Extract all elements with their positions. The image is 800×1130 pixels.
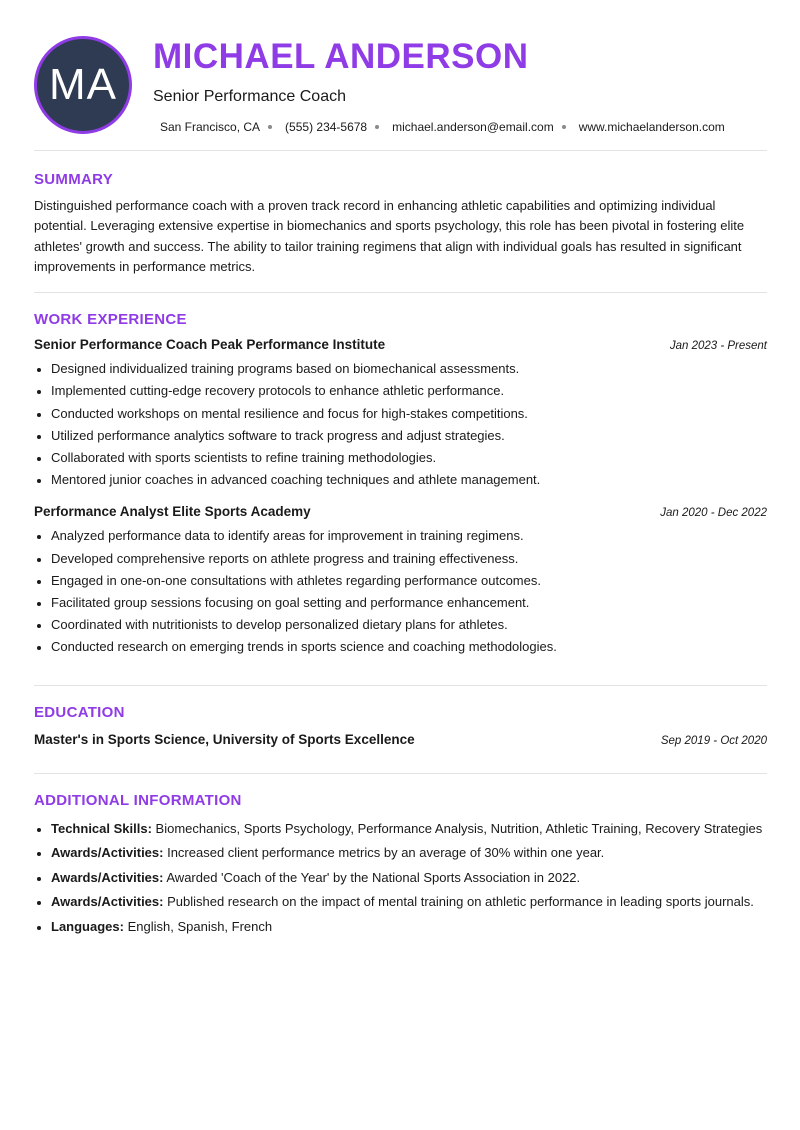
summary-text: Distinguished performance coach with a proven track record in enhancing athletic capabilities and optimizing individual potential. Leveraging extensive expertise in biomechanics and sports psychology, this role has been pivotal in fostering elite athletes' growth and success. The ability to tailor training regimens that align with individual goals has resulted in significant improvements in performance metrics.: [34, 198, 745, 274]
additional-information-section: [34, 774, 767, 937]
resume-header: [34, 0, 767, 151]
contact-bar: [160, 120, 725, 134]
info-text: Increased client performance metrics by an average of 30% within one year.: [167, 845, 605, 861]
separator-dot-icon: [562, 125, 566, 129]
section-heading-work-experience: WORK EXPERIENCE: [34, 311, 187, 329]
job-dates: Jan 2023 - Present: [669, 340, 767, 353]
additional-info-item: [51, 819, 767, 839]
info-label: Awards/Activities:: [51, 845, 164, 861]
job-bullet: • Utilized performance analytics software to track progress and adjust strategies.: [51, 425, 767, 447]
info-text: Biomechanics, Sports Psychology, Performance Analysis, Nutrition, Athletic Training, Recovery Strategies: [155, 820, 763, 836]
job-bullet: • Coordinated with nutritionists to develop personalized dietary plans for athletes.: [51, 614, 767, 636]
avatar: MA: [34, 36, 132, 134]
job-bullet: • Facilitated group sessions focusing on goal setting and performance enhancement.: [51, 592, 767, 614]
contact-email[interactable]: michael.anderson@email.com: [392, 120, 554, 134]
job-bullet-list: [34, 525, 767, 658]
job-bullet: • Conducted research on emerging trends in sports science and coaching methodologies.: [51, 636, 767, 658]
section-heading-additional-information: ADDITIONAL INFORMATION: [34, 791, 242, 809]
contact-website[interactable]: www.michaelanderson.com: [578, 120, 725, 134]
education-entry: [34, 732, 767, 747]
additional-info-item: [51, 892, 767, 912]
education-degree: Master's in Sports Science, University of Sports Excellence: [34, 731, 415, 747]
additional-info-list: [34, 819, 767, 937]
job-bullet: • Collaborated with sports scientists to refine training methodologies.: [51, 447, 767, 469]
separator-dot-icon: [375, 125, 379, 129]
job-bullet: • Implemented cutting-edge recovery protocols to enhance athletic performance.: [51, 380, 767, 402]
job-dates: Jan 2020 - Dec 2022: [660, 507, 767, 520]
section-heading-education: EDUCATION: [34, 703, 125, 721]
job-bullet: • Engaged in one-on-one consultations with athletes regarding performance outcomes.: [51, 570, 767, 592]
job-entry: [34, 337, 767, 491]
education-dates: Sep 2019 - Oct 2020: [660, 734, 767, 747]
info-text: English, Spanish, French: [127, 918, 273, 934]
info-label: Awards/Activities:: [51, 869, 164, 885]
candidate-name: MICHAEL ANDERSON: [153, 37, 529, 76]
education-section: [34, 686, 767, 774]
job-position-company: Senior Performance Coach Peak Performance Institute: [34, 337, 386, 353]
additional-info-item: [51, 843, 767, 863]
separator-dot-icon: [268, 125, 272, 129]
section-heading-summary: SUMMARY: [34, 171, 114, 188]
job-bullet: • Designed individualized training programs based on biomechanical assessments.: [51, 358, 767, 380]
job-title: Senior Performance Coach: [153, 88, 346, 105]
job-entry: [34, 504, 767, 658]
info-label: Technical Skills:: [51, 820, 152, 836]
info-text: Published research on the impact of mental training on athletic performance in leading sports journals.: [167, 894, 754, 910]
job-bullet: • Mentored junior coaches in advanced coaching techniques and athlete management.: [51, 469, 767, 491]
info-label: Languages:: [51, 918, 124, 934]
job-bullet: • Conducted workshops on mental resilience and focus for high-stakes competitions.: [51, 403, 767, 425]
job-header: [34, 504, 767, 519]
job-bullet: • Developed comprehensive reports on athlete progress and training effectiveness.: [51, 548, 767, 570]
additional-info-item: [51, 868, 767, 888]
job-bullet: • Analyzed performance data to identify areas for improvement in training regimens.: [51, 525, 767, 547]
work-experience-section: [34, 293, 767, 685]
contact-location: San Francisco, CA: [160, 120, 261, 134]
job-bullet-list: [34, 358, 767, 491]
summary-section: [34, 151, 767, 293]
job-position-company: Performance Analyst Elite Sports Academy: [34, 504, 311, 520]
info-label: Awards/Activities:: [51, 894, 164, 910]
info-text: Awarded 'Coach of the Year' by the National Sports Association in 2022.: [166, 869, 581, 885]
job-header: [34, 337, 767, 352]
additional-info-item: [51, 917, 767, 937]
contact-phone: (555) 234-5678: [285, 120, 368, 134]
